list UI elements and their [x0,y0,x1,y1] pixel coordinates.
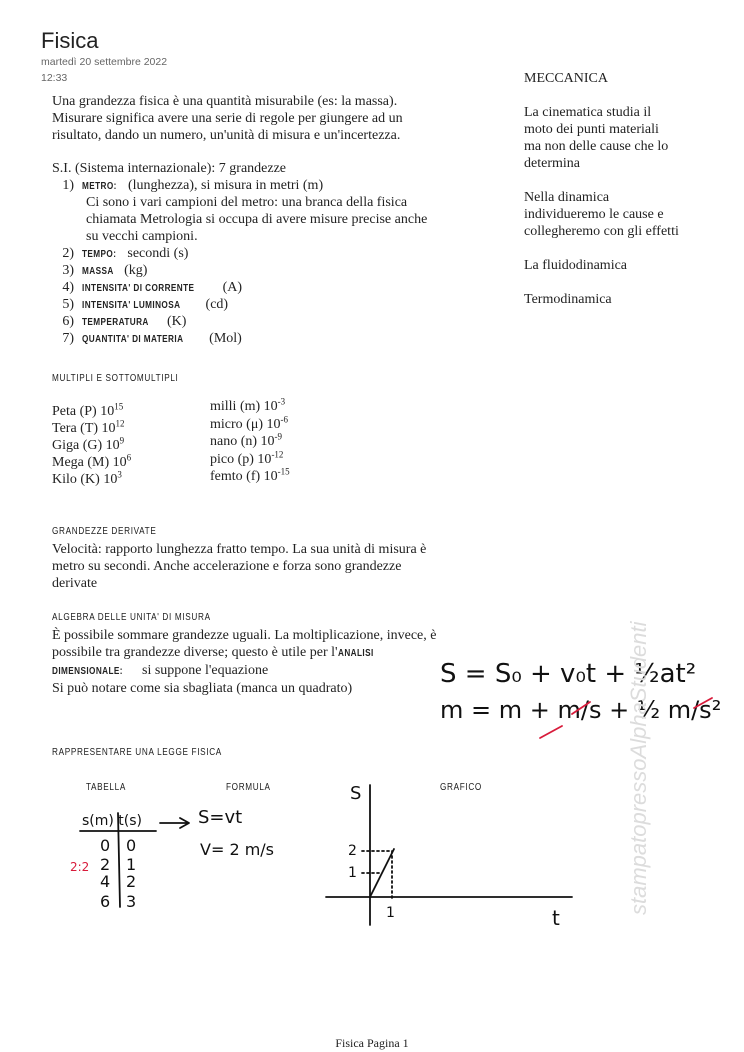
list-item: nano (n) $10^{-9}$ [210,431,283,449]
list-item: 1) METRO: (lunghezza), si misura in metri (m) [62,178,324,193]
meccanica-section: MECCANICA La cinematica studia il moto dei punti materiali ma non delle cause che lo determina Nella dinamica individueremo le cause e collegheremo con gli effetti La fluidodinamica Termodinamica [524,70,724,308]
watermark [604,540,664,920]
handwritten-graph [320,775,580,935]
red-mark: 2:2 [70,860,90,874]
multipli-list [52,403,131,488]
tick-label: 1 [386,905,395,921]
table-cell: 1 [126,855,137,874]
list-item: milli (m) $10^{-3}$ [210,396,286,414]
list-item: Kilo (K) $10^3$ [52,469,122,487]
formula-text: S=vt [198,807,243,828]
table-cell: 2 [100,855,111,874]
page-time: 12:33 [41,72,68,84]
page-date: martedì 20 settembre 2022 [41,56,168,68]
metro-note: Ci sono i vari campioni del metro: una branca della fisica chiamata Metrologia si occupa di avere misure precise anche su vecchi campioni. [86,195,428,244]
derivate-heading: GRANDEZZE DERIVATE [52,526,157,537]
grafico-label: GRAFICO [440,782,482,793]
list-item: femto (f) $10^{-15}$ [210,466,290,484]
page-footer: Fisica Pagina 1 [335,1036,409,1050]
list-item: 4) INTENSITA' DI CORRENTE (A) [62,280,243,295]
derivate-paragraph: Velocità: rapporto lunghezza fratto tempo. La sua unità di misura è metro su secondi. Anche accelerazione e forza sono grandezze derivate [52,542,427,591]
si-heading: S.I. (Sistema internazionale): 7 grandezze [52,161,287,176]
arrow-icon [160,818,189,828]
list-item: 5) INTENSITA' LUMINOSA (cd) [62,297,229,312]
algebra-paragraph: È possibile sommare grandezze uguali. La moltiplicazione, invece, è possibile tra grandezze diverse; questo è utile per l'ANALISI DIMENSIONALE: si suppone l'equazione Si può notare come sia sbagliata (manca un quadrato) [52,628,437,696]
formula-value: V= 2 m/s [200,840,275,859]
list-item: 3) MASSA (kg) [62,263,148,278]
axis-label-s: S [350,783,362,804]
list-item: 7) QUANTITA' DI MATERIA (Mol) [62,331,242,346]
table-cell: 2 [126,872,137,891]
page-title: Fisica [41,28,99,53]
handwritten-table [60,795,290,920]
list-item: Giga (G) $10^9$ [52,435,125,453]
list-item: micro (μ) $10^{-6}$ [210,413,288,432]
table-cell: 0 [126,836,137,855]
meccanica-heading: MECCANICA [524,71,609,86]
table-cell: 6 [100,892,111,911]
equation-1: S = S₀ + v₀t + ½at² [440,659,697,689]
multipli-heading: MULTIPLI E SOTTOMULTIPLI [52,373,179,384]
tick-label: 1 [348,865,357,881]
tick-label: 2 [348,843,357,859]
table-cell: 4 [100,872,111,891]
formula-label: FORMULA [226,782,271,793]
legge-heading: RAPPRESENTARE UNA LEGGE FISICA [52,747,222,758]
table-cell: 3 [126,892,137,911]
handwritten-equations [430,640,730,750]
list-item: Peta (P) $10^{15}$ [52,401,124,419]
strike-mark [540,726,562,738]
tabella-label: TABELLA [86,782,127,793]
sottomultipli-list [210,398,290,486]
list-item: 2) TEMPO: secondi (s) [62,246,189,261]
intro-paragraph: Una grandezza fisica è una quantità misurabile (es: la massa). Misurare significa avere una serie di regole per giungere ad un risultato, dando un numero, un'unità di misura e un'incertezza. [52,94,403,143]
axis-label-t: t [552,906,560,930]
algebra-heading: ALGEBRA DELLE UNITA' DI MISURA [52,612,211,623]
equation-2: m = m + m/s + ½ m/s² [440,696,722,724]
list-item: Mega (M) $10^6$ [52,452,132,470]
si-section [52,160,492,347]
table-cell: 0 [100,836,111,855]
list-item: 6) TEMPERATURA (K) [62,314,187,329]
table-header: s(m) t(s) [82,813,143,829]
list-item: pico (p) $10^{-12}$ [210,448,284,467]
list-item: Tera (T) $10^{12}$ [52,418,125,436]
svg-text:stampatopressoAlphaStudenti: stampatopressoAlphaStudenti [626,621,651,915]
